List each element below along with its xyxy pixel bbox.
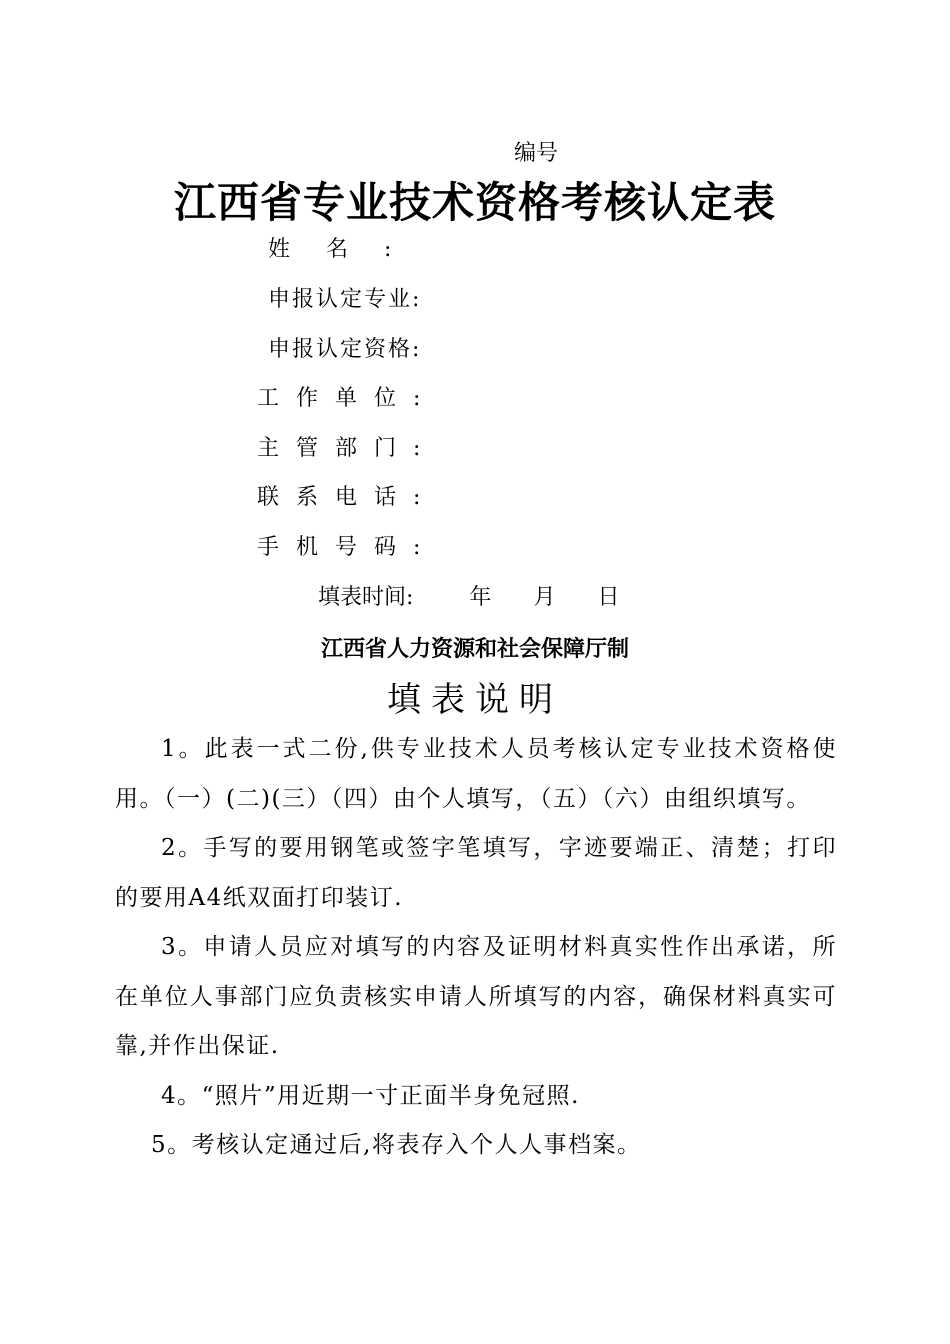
field-qualification-colon: :: [412, 337, 422, 362]
field-qualification: [268, 335, 421, 365]
field-mobile-colon: :: [413, 535, 421, 560]
field-department-colon: :: [413, 436, 421, 461]
fill-time-month: 月: [533, 585, 556, 610]
field-major: [268, 285, 421, 315]
field-phone: [257, 483, 420, 513]
instruction-item: 2。手写的要用钢笔或签字笔填写，字迹要端正、清楚；打印的要用A4纸双面打印装订.: [115, 835, 837, 911]
instructions-body: [115, 725, 837, 1171]
fill-time-label: 填表时间:: [318, 585, 414, 610]
field-department: [257, 434, 420, 464]
issuer-line: 江西省人力资源和社会保障厅制: [320, 637, 629, 662]
field-name: [268, 235, 391, 265]
field-name-label: 姓名: [268, 237, 385, 262]
fill-time-year: 年: [469, 585, 492, 610]
fill-time-row: [318, 583, 619, 613]
instructions-heading: 填表说明: [387, 680, 563, 720]
field-phone-colon: :: [413, 485, 421, 510]
field-mobile: [257, 533, 420, 563]
fill-time-day: 日: [597, 585, 620, 610]
instruction-item: 3。申请人员应对填写的内容及证明材料真实性作出承诺，所在单位人事部门应负责核实申请人所填写的内容，确保材料真实可靠,并作出保证.: [115, 934, 837, 1059]
field-mobile-label: 手机号码: [257, 535, 414, 560]
field-work-unit-label: 工作单位: [257, 386, 414, 411]
instruction-item: 5。考核认定通过后,将表存入个人人事档案。: [151, 1132, 642, 1158]
field-work-unit: [257, 384, 420, 414]
instruction-item: 1。此表一式二份,供专业技术人员考核认定专业技术资格使用。（一）(二)(三）（四）由个人填写，（五）（六）由组织填写。: [115, 736, 837, 812]
field-work-unit-colon: :: [413, 386, 421, 411]
field-qualification-label: 申报认定资格: [268, 337, 413, 362]
field-major-label: 申报认定专业: [268, 287, 413, 312]
serial-number-label: 编号: [514, 141, 559, 166]
field-department-label: 主管部门: [257, 436, 414, 461]
form-title: 江西省专业技术资格考核认定表: [173, 178, 776, 227]
field-major-colon: :: [412, 287, 422, 312]
field-phone-label: 联系电话: [257, 485, 414, 510]
instruction-item: 4。“照片”用近期一寸正面半身免冠照.: [161, 1082, 580, 1109]
field-name-colon: :: [384, 237, 392, 262]
